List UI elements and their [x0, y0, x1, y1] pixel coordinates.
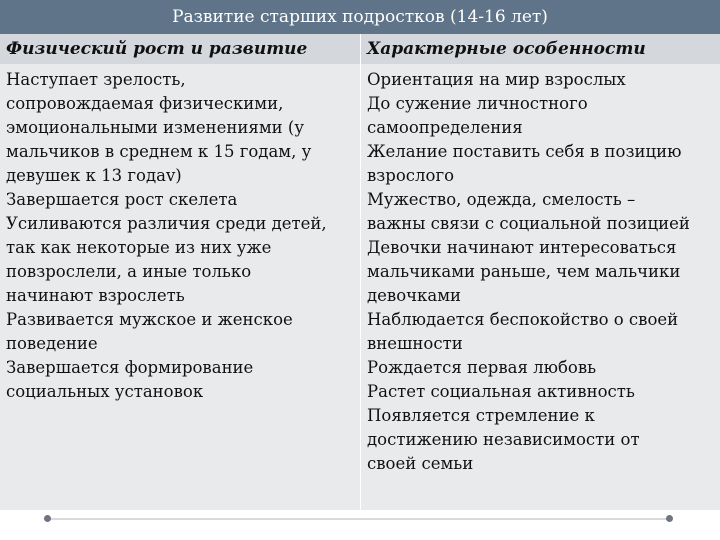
characteristics-line: Девочки начинают интересоваться [367, 238, 677, 257]
physical-growth-line: Усиливаются различия среди детей, [6, 214, 327, 233]
characteristics-line: девочками [367, 286, 462, 305]
characteristics-line: Желание поставить себя в позицию [367, 142, 682, 161]
characteristics-line: Появляется стремление к [367, 406, 595, 425]
physical-growth-line: начинают взрослеть [6, 286, 185, 305]
physical-growth-line: Развивается мужское и женское [6, 310, 293, 329]
characteristics-line: Мужество, одежда, смелость – [367, 190, 636, 209]
column-divider [360, 34, 361, 510]
physical-growth-line: Завершается рост скелета [6, 190, 238, 209]
table-title: Развитие старших подростков (14-16 лет) [0, 0, 720, 34]
characteristics-line: самоопределения [367, 118, 523, 137]
slide-footer [0, 510, 720, 540]
footer-dot-left [44, 515, 51, 522]
characteristics-line: внешности [367, 334, 463, 353]
header-physical-growth: Физический рост и развитие [6, 39, 308, 59]
characteristics-line: Рождается первая любовь [367, 358, 597, 377]
physical-growth-line: Наступает зрелость, [6, 70, 186, 89]
physical-growth-line: сопровождаемая физическими, [6, 94, 284, 113]
header-characteristics: Характерные особенности [367, 39, 646, 59]
characteristics-line: мальчиками раньше, чем мальчики [367, 262, 681, 281]
physical-growth-cell [6, 68, 327, 404]
physical-growth-line: поведение [6, 334, 98, 353]
physical-growth-line: эмоциональными изменениями (у [6, 118, 305, 137]
characteristics-line: Наблюдается беспокойство о своей [367, 310, 679, 329]
physical-growth-line: Завершается формирование [6, 358, 254, 377]
characteristics-line: своей семьи [367, 454, 474, 473]
footer-rule [48, 518, 670, 520]
characteristics-line: До сужение личностного [367, 94, 588, 113]
physical-growth-line: так как некоторые из них уже [6, 238, 272, 257]
physical-growth-line: социальных установок [6, 382, 204, 401]
characteristics-line: Растет социальная активность [367, 382, 635, 401]
characteristics-line: достижению независимости от [367, 430, 640, 449]
characteristics-cell [367, 68, 690, 476]
footer-dot-right [666, 515, 673, 522]
characteristics-line: важны связи с социальной позицией [367, 214, 690, 233]
physical-growth-line: повзрослели, а иные только [6, 262, 252, 281]
physical-growth-line: девушек к 13 годаv) [6, 166, 182, 185]
characteristics-line: взрослого [367, 166, 455, 185]
physical-growth-line: мальчиков в среднем к 15 годам, у [6, 142, 312, 161]
characteristics-line: Ориентация на мир взрослых [367, 70, 626, 89]
